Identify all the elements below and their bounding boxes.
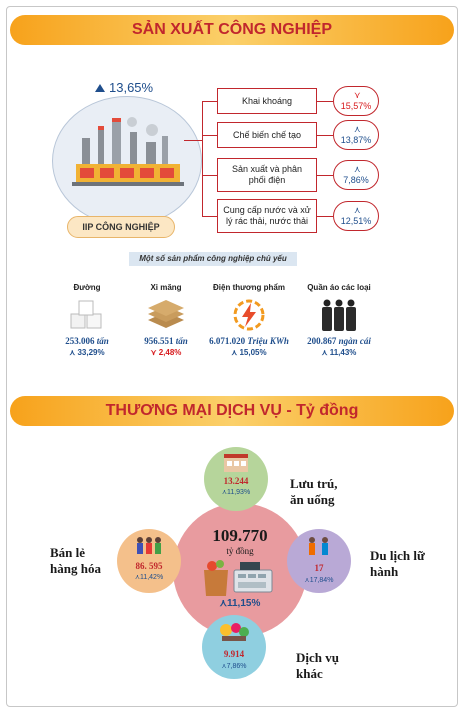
segment-other-value: 9.914	[223, 649, 245, 659]
product-value: 6.071.020 Triệu KWh	[209, 336, 289, 346]
connector-line	[317, 175, 333, 176]
connector-line	[202, 216, 217, 217]
restaurant-icon	[222, 452, 250, 472]
up-arrow-icon: ⋏	[354, 124, 361, 134]
category-mining: Khai khoáng	[217, 88, 317, 114]
total-change: ⋏11,15%	[219, 598, 261, 609]
connector-line	[317, 216, 333, 217]
product-name: Xi măng	[150, 283, 182, 292]
iip-change	[95, 80, 153, 95]
product-change: ⋏ 11,43%	[321, 348, 357, 357]
clothing-icon	[317, 298, 361, 332]
up-arrow-icon: ⋏	[321, 348, 330, 357]
connector-line	[202, 135, 217, 136]
shopping-icon	[200, 556, 280, 598]
industry-section-title: SẢN XUẤT CÔNG NGHIỆP	[10, 15, 454, 45]
products-title: Một số sản phẩm công nghiệp chủ yếu	[129, 252, 297, 266]
segment-travel-change: ⋏17,84%	[304, 577, 334, 584]
category-electricity: Sản xuất và phân phối điện	[217, 158, 317, 192]
segment-accommodation-label: Lưu trú, ăn uống	[290, 476, 338, 507]
connector-line	[317, 135, 333, 136]
up-arrow-icon: ⋏	[221, 489, 227, 496]
up-arrow-icon: ⋏	[231, 348, 240, 357]
retail-people-icon	[134, 535, 164, 555]
sugar-cubes-icon	[67, 298, 107, 332]
product-name: Điện thương phẩm	[213, 283, 285, 292]
connector-line	[202, 101, 217, 102]
total-unit: tỷ đồng	[226, 546, 254, 556]
services-icon	[218, 620, 250, 642]
up-arrow-icon: ⋏	[354, 205, 361, 215]
product-value: 253.006 tấn	[65, 336, 109, 346]
segment-travel-label: Du lịch lữ hành	[370, 548, 425, 579]
down-arrow-icon: ⋎	[354, 90, 361, 100]
trade-section-title: THƯƠNG MẠI DỊCH VỤ - Tỷ đồng	[10, 396, 454, 426]
connector-line	[202, 101, 203, 216]
category-electricity-change: ⋏ 7,86%	[333, 160, 379, 190]
product-value: 200.867 ngàn cái	[307, 336, 371, 346]
segment-accommodation-value: 13.244	[223, 476, 249, 486]
product-electricity	[199, 283, 299, 357]
segment-other-label: Dịch vụ khác	[296, 650, 339, 681]
up-arrow-icon: ⋏	[134, 574, 140, 581]
up-arrow-icon: ⋏	[69, 348, 78, 357]
total-value: 109.770	[212, 526, 268, 545]
category-water-waste-change: ⋏ 12,51%	[333, 201, 379, 231]
cement-bags-icon	[144, 298, 188, 332]
category-water-waste: Cung cấp nước và xử lý rác thải, nước thải	[217, 199, 317, 233]
segment-retail-change: ⋏11,42%	[134, 574, 164, 581]
category-mining-change: ⋎ 15,57%	[333, 86, 379, 116]
up-arrow-icon: ⋏	[221, 663, 227, 670]
category-manufacturing-change: ⋏ 13,87%	[333, 120, 379, 150]
down-arrow-icon: ⋎	[150, 348, 159, 357]
product-change: ⋎ 2,48%	[150, 348, 182, 357]
product-change: ⋏ 33,29%	[69, 348, 105, 357]
connector-line	[317, 101, 333, 102]
iip-change-value: 13,65%	[109, 80, 154, 95]
product-name: Đường	[73, 283, 101, 292]
segment-accommodation-change: ⋏11,93%	[221, 489, 251, 496]
up-arrow-icon: ⋏	[219, 598, 227, 609]
product-value: 956.551 tấn	[144, 336, 188, 346]
segment-retail-value: 86. 595	[135, 561, 163, 571]
segment-retail-label: Bán lẻ hàng hóa	[50, 545, 101, 576]
travel-people-icon	[305, 536, 333, 556]
up-arrow-icon: ⋏	[304, 577, 310, 584]
segment-travel-value: 17	[314, 563, 324, 573]
segment-other-change: ⋏7,86%	[221, 663, 247, 670]
product-name: Quần áo các loại	[307, 283, 371, 292]
up-arrow-icon: ⋏	[354, 164, 361, 174]
iip-label: IIP CÔNG NGHIỆP	[67, 216, 175, 238]
connector-line	[202, 175, 217, 176]
product-change: ⋏ 15,05%	[231, 348, 267, 357]
up-triangle-icon	[95, 84, 105, 92]
factory-icon	[72, 108, 184, 188]
connector-line	[184, 140, 202, 141]
lightning-icon	[232, 298, 266, 332]
product-clothing	[289, 283, 389, 357]
category-manufacturing: Chế biến chế tạo	[217, 122, 317, 148]
